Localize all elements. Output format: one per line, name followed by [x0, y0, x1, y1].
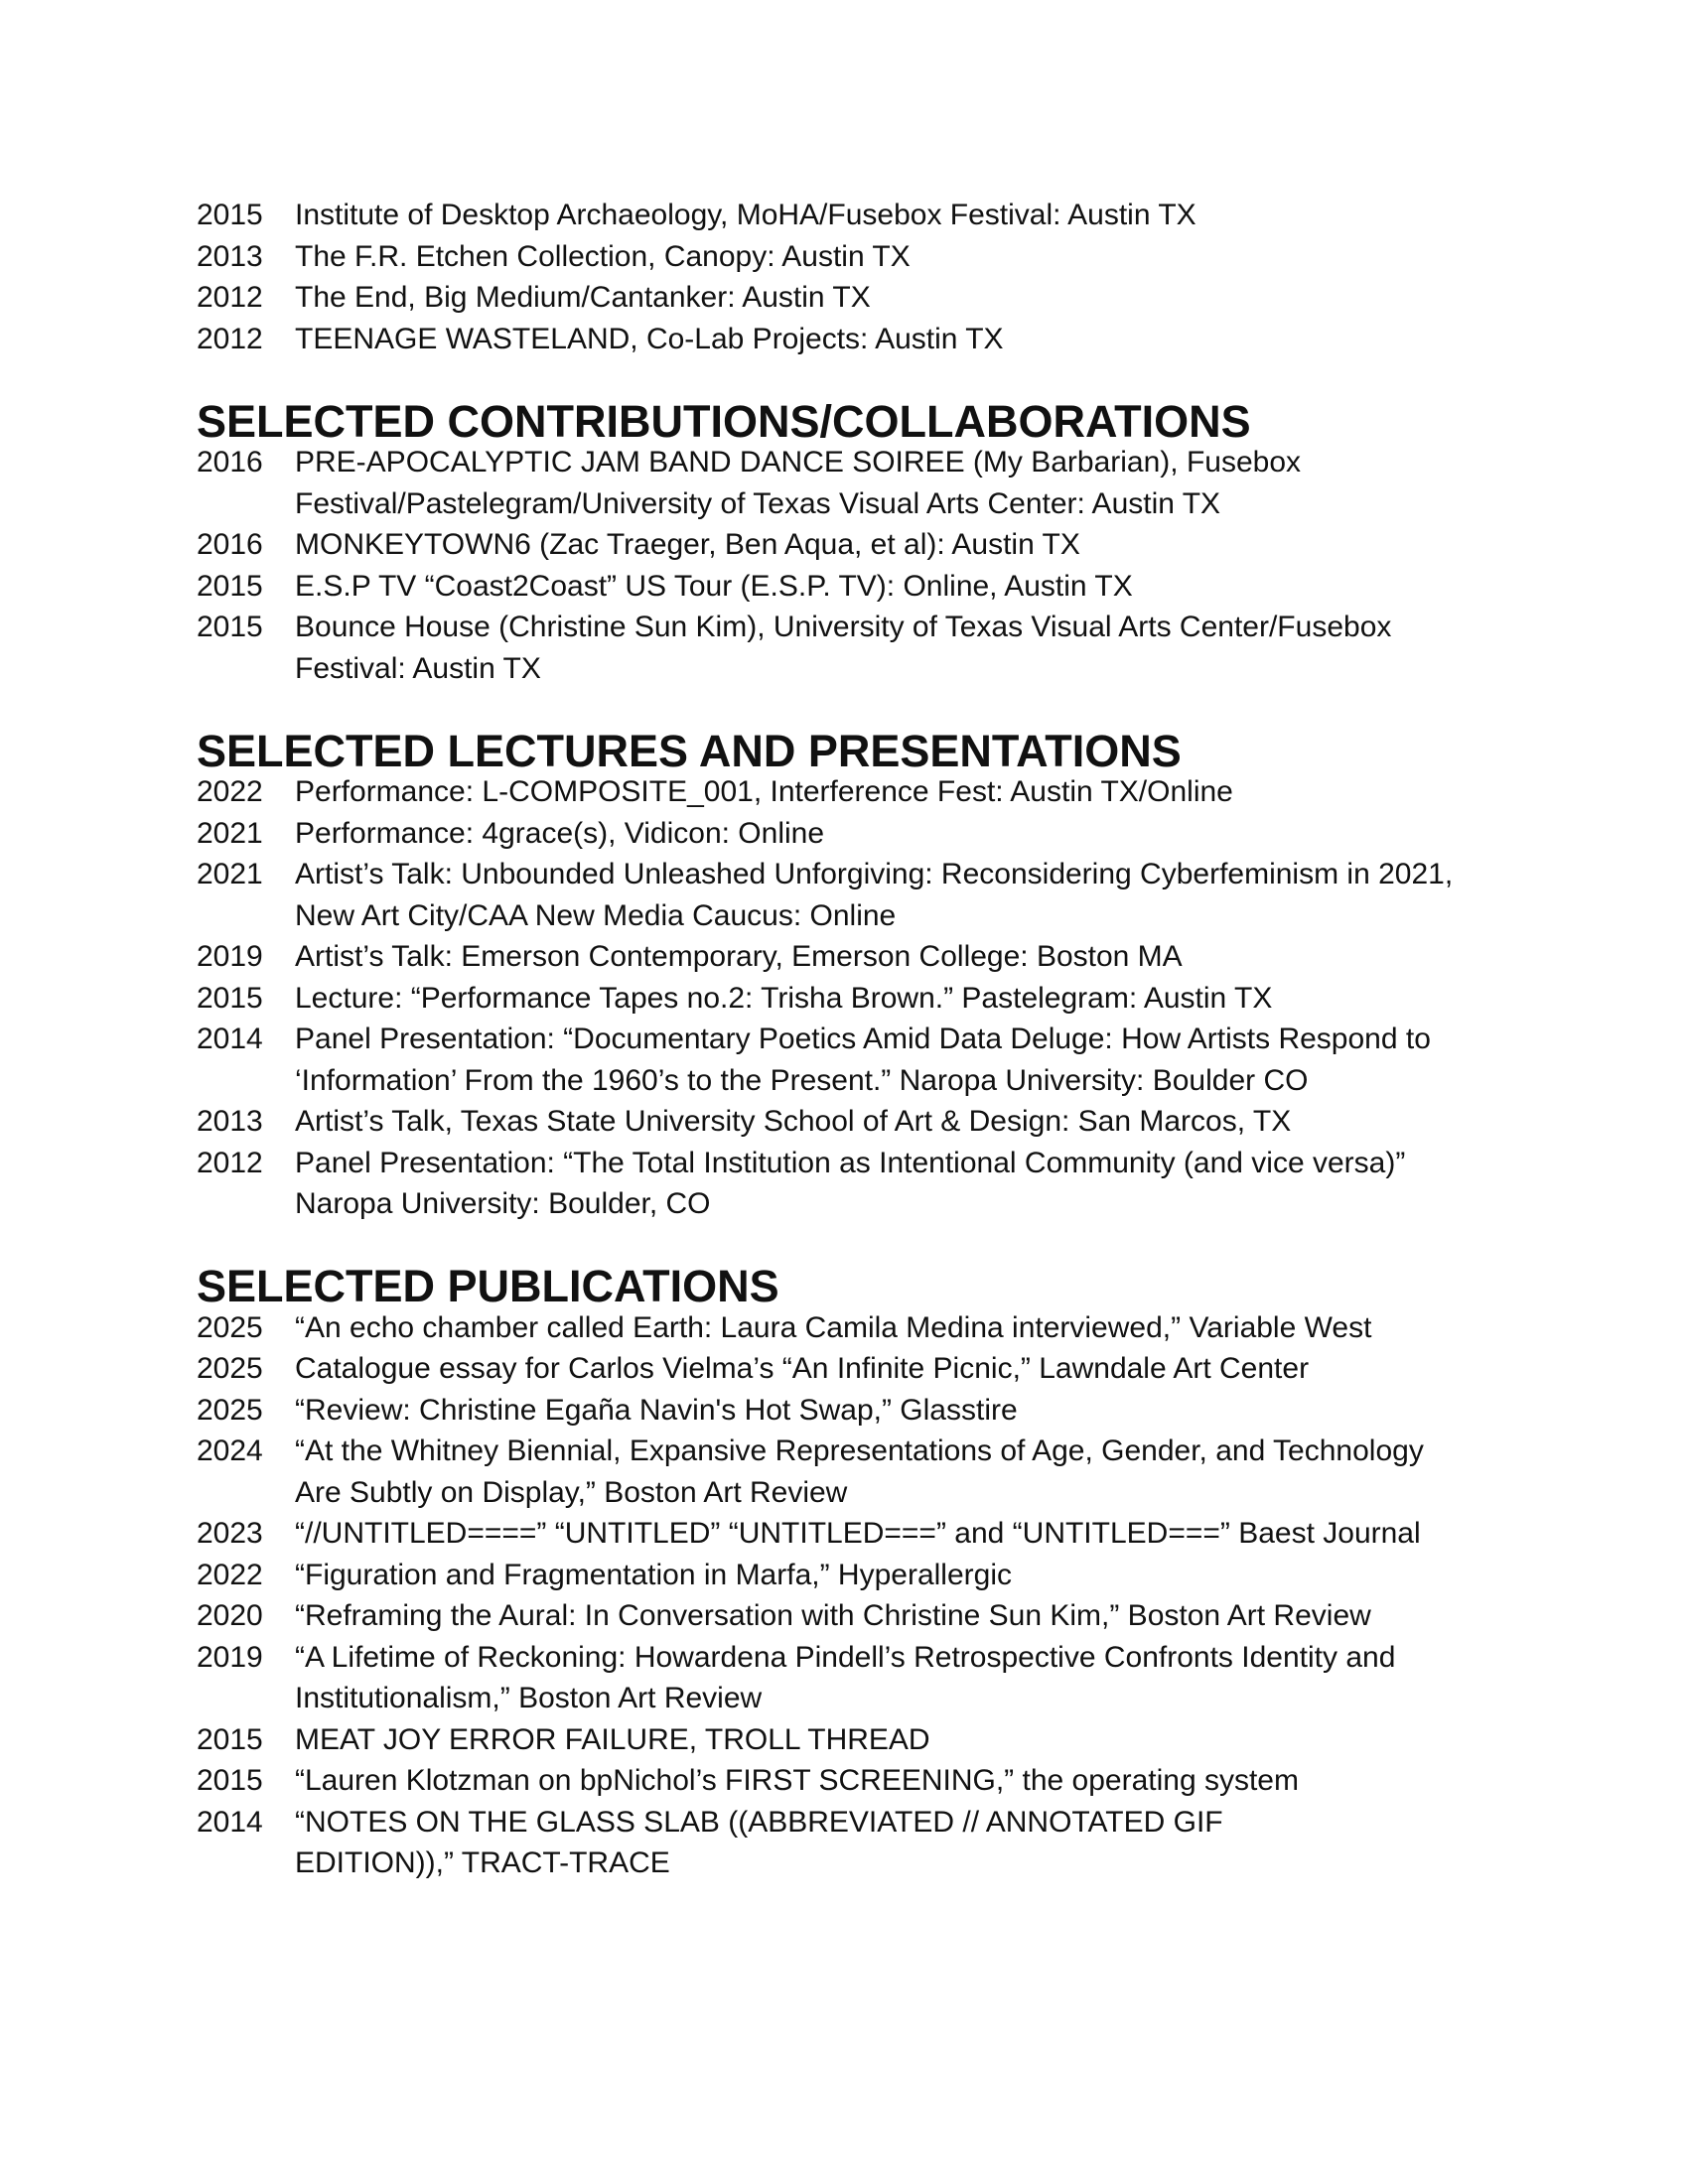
entry-line: “NOTES ON THE GLASS SLAB ((ABBREVIATED // ANNOTATED GIF [295, 1805, 1223, 1839]
entry-year: 2015 [197, 1764, 263, 1797]
entry-text [295, 813, 1507, 855]
contribution-entry [197, 524, 1507, 566]
entry-line: Artist’s Talk: Unbounded Unleashed Unforgiving: Reconsidering Cyberfeminism in 2021, [295, 858, 1454, 890]
entry-year: 2012 [197, 281, 263, 314]
entry-text [295, 1143, 1507, 1225]
entry-year: 2015 [197, 569, 263, 603]
entry-text [295, 566, 1507, 608]
entry-year: 2015 [197, 981, 263, 1015]
entry-year: 2013 [197, 239, 263, 273]
publication-entry [197, 1431, 1507, 1513]
entry-year: 2015 [197, 611, 263, 643]
lecture-entry [197, 813, 1507, 855]
publication-entry [197, 1760, 1507, 1802]
publication-entry [197, 1719, 1507, 1761]
entry-text: The End, Big Medium/Cantanker: Austin TX [295, 281, 871, 314]
entry-line: EDITION)),” TRACT-TRACE [295, 1846, 670, 1879]
entry-line: Are Subtly on Display,” Boston Art Review [295, 1475, 848, 1509]
entry-text [295, 1760, 1507, 1802]
contribution-entry [197, 442, 1507, 524]
entry-line: Festival: Austin TX [295, 651, 541, 685]
entry-year: 2025 [197, 1393, 263, 1427]
exhibition-entry [197, 277, 1507, 319]
entry-line: New Art City/CAA New Media Caucus: Online [295, 898, 897, 932]
publication-entry [197, 1802, 1507, 1884]
entry-year: 2012 [197, 1146, 263, 1179]
entry-text [295, 1719, 1507, 1761]
entry-text [295, 1431, 1507, 1513]
entry-line: ‘Information’ From the 1960’s to the Present.” Naropa University: Boulder CO [295, 1063, 1309, 1097]
lecture-entry [197, 978, 1507, 1020]
section-heading-lectures: SELECTED LECTURES AND PRESENTATIONS [197, 725, 1182, 776]
lecture-entry [197, 1143, 1507, 1225]
entry-text [295, 1390, 1507, 1432]
publication-entry [197, 1390, 1507, 1432]
entry-line: “Review: Christine Egaña Navin's Hot Swap,” Glasstire [295, 1393, 1018, 1427]
entry-line: Panel Presentation: “The Total Institution as Intentional Community (and vice versa)” [295, 1146, 1406, 1179]
lectures-section [197, 725, 1507, 1225]
entry-year: 2022 [197, 1558, 263, 1591]
entry-line: “An echo chamber called Earth: Laura Camila Medina interviewed,” Variable West [295, 1310, 1372, 1344]
entry-text [295, 771, 1507, 813]
entry-text [295, 442, 1507, 524]
entry-line: Artist’s Talk: Emerson Contemporary, Emerson College: Boston MA [295, 940, 1183, 973]
publication-entry [197, 1637, 1507, 1719]
exhibition-entry [197, 195, 1507, 236]
entry-text [295, 1555, 1507, 1596]
entry-text [295, 1637, 1507, 1719]
entry-year: 2021 [197, 858, 263, 890]
entry-line: Naropa University: Boulder, CO [295, 1187, 711, 1220]
entry-line: Artist’s Talk, Texas State University School of Art & Design: San Marcos, TX [295, 1105, 1292, 1138]
entry-line: Performance: 4grace(s), Vidicon: Online [295, 816, 825, 850]
entry-text [295, 1307, 1507, 1349]
entry-text [295, 936, 1507, 978]
contribution-entry [197, 607, 1507, 689]
lecture-entry [197, 1101, 1507, 1143]
entry-line: “Reframing the Aural: In Conversation with Christine Sun Kim,” Boston Art Review [295, 1599, 1371, 1632]
entry-year: 2022 [197, 775, 263, 808]
entry-year: 2012 [197, 322, 263, 355]
lecture-entry [197, 1019, 1507, 1101]
lecture-entry [197, 854, 1507, 936]
entry-year: 2013 [197, 1105, 263, 1138]
section-heading-contributions: SELECTED CONTRIBUTIONS/COLLABORATIONS [197, 395, 1251, 447]
publication-entry [197, 1513, 1507, 1555]
entry-year: 2024 [197, 1434, 263, 1467]
exhibition-entry [197, 319, 1507, 360]
contributions-section [197, 395, 1507, 690]
entry-year: 2019 [197, 940, 263, 973]
entry-text [295, 607, 1507, 689]
entry-text: Institute of Desktop Archaeology, MoHA/Fusebox Festival: Austin TX [295, 199, 1196, 231]
contribution-entry [197, 566, 1507, 608]
entry-text [295, 1019, 1507, 1101]
entry-line: Catalogue essay for Carlos Vielma’s “An Infinite Picnic,” Lawndale Art Center [295, 1352, 1310, 1385]
entry-year: 2025 [197, 1352, 263, 1385]
entry-line: Festival/Pastelegram/University of Texas Visual Arts Center: Austin TX [295, 486, 1221, 520]
entry-text [295, 1101, 1507, 1143]
lecture-entry [197, 936, 1507, 978]
entry-year: 2015 [197, 199, 263, 231]
entry-year: 2016 [197, 446, 263, 478]
entry-line: MONKEYTOWN6 (Zac Traeger, Ben Aqua, et al): Austin TX [295, 528, 1080, 561]
exhibition-entry [197, 236, 1507, 278]
entry-line: “A Lifetime of Reckoning: Howardena Pindell’s Retrospective Confronts Identity and [295, 1640, 1396, 1674]
entry-text: TEENAGE WASTELAND, Co-Lab Projects: Austin TX [295, 322, 1004, 355]
exhibitions-continued-section [197, 195, 1507, 359]
entry-line: Bounce House (Christine Sun Kim), University of Texas Visual Arts Center/Fusebox [295, 611, 1392, 643]
publication-entry [197, 1555, 1507, 1596]
entry-line: Performance: L-COMPOSITE_001, Interference Fest: Austin TX/Online [295, 775, 1233, 808]
entry-line: Panel Presentation: “Documentary Poetics Amid Data Deluge: How Artists Respond to [295, 1023, 1431, 1055]
lecture-entry [197, 771, 1507, 813]
entry-line: “At the Whitney Biennial, Expansive Representations of Age, Gender, and Technology [295, 1434, 1424, 1467]
entry-text: The F.R. Etchen Collection, Canopy: Austin TX [295, 239, 911, 273]
publication-entry [197, 1595, 1507, 1637]
entry-text [295, 1348, 1507, 1390]
entry-year: 2023 [197, 1517, 263, 1550]
entry-text [295, 1513, 1507, 1555]
entry-text [295, 854, 1507, 936]
entry-text [295, 524, 1507, 566]
entry-line: “Lauren Klotzman on bpNichol’s FIRST SCREENING,” the operating system [295, 1764, 1299, 1797]
entry-year: 2016 [197, 528, 263, 561]
publication-entry [197, 1348, 1507, 1390]
entry-text [295, 1595, 1507, 1637]
entry-text [295, 1802, 1507, 1884]
entry-year: 2014 [197, 1023, 263, 1055]
entry-year: 2014 [197, 1805, 263, 1839]
entry-line: “Figuration and Fragmentation in Marfa,” Hyperallergic [295, 1558, 1012, 1591]
entry-line: “//UNTITLED====” “UNTITLED” “UNTITLED===” and “UNTITLED===” Baest Journal [295, 1517, 1421, 1550]
entry-line: Institutionalism,” Boston Art Review [295, 1682, 763, 1714]
entry-year: 2019 [197, 1640, 263, 1674]
entry-line: E.S.P TV “Coast2Coast” US Tour (E.S.P. TV): Online, Austin TX [295, 569, 1133, 603]
section-heading-publications: SELECTED PUBLICATIONS [197, 1261, 779, 1311]
entry-text [295, 978, 1507, 1020]
publications-section [197, 1261, 1507, 1884]
entry-line: MEAT JOY ERROR FAILURE, TROLL THREAD [295, 1722, 930, 1756]
entry-year: 2015 [197, 1722, 263, 1756]
entry-line: Lecture: “Performance Tapes no.2: Trisha Brown.” Pastelegram: Austin TX [295, 981, 1273, 1015]
entry-year: 2021 [197, 816, 263, 850]
entry-year: 2025 [197, 1310, 263, 1344]
cv-page [197, 195, 1507, 1884]
publication-entry [197, 1307, 1507, 1349]
entry-line: PRE-APOCALYPTIC JAM BAND DANCE SOIREE (My Barbarian), Fusebox [295, 446, 1302, 478]
entry-year: 2020 [197, 1599, 263, 1632]
